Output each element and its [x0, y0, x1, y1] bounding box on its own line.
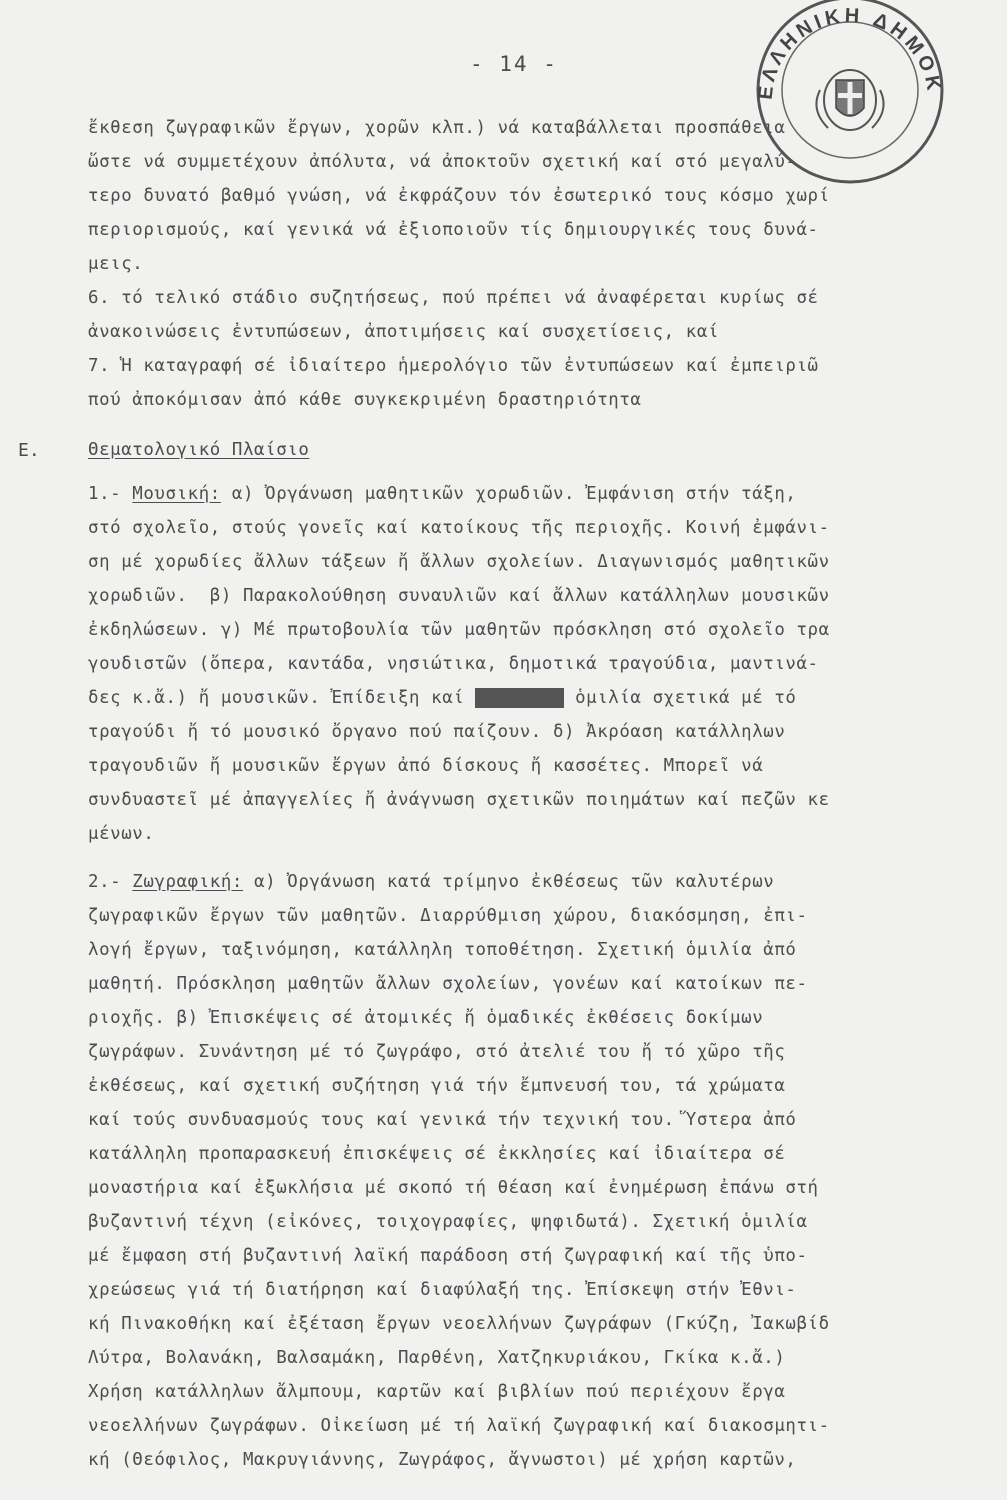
text-line: 6. τό τελικό στάδιο συζητήσεως, πού πρέπει νά ἀναφέρεται κυρίως σέ: [88, 288, 819, 308]
page-number: - 14 -: [470, 52, 558, 76]
text-line: κή Πινακοθήκη καί ἐξέταση ἔργων νεοελλήνων ζωγράφων (Γκύζη, Ἰακωβίδ: [88, 1314, 830, 1334]
text-line: συνδυαστεῖ μέ ἀπαγγελίες ἤ ἀνάγνωση σχετικῶν ποιημάτων καί πεζῶν κε: [88, 790, 830, 810]
text-line: χρεώσεως γιά τή διατήρηση καί διαφύλαξή της. Ἐπίσκεψη στήν Ἐθνι-: [88, 1280, 797, 1300]
item-number: 2.-: [88, 872, 122, 892]
text-line: ὥστε νά συμμετέχουν ἀπόλυτα, νά ἀποκτοῦν σχετική καί στό μεγαλύ-: [88, 152, 797, 172]
text-line: γουδιστῶν (ὄπερα, καντάδα, νησιώτικα, δημοτικά τραγούδια, μαντινά-: [88, 654, 819, 674]
text-segment: δες κ.ἄ.) ἤ μουσικῶν. Ἐπίδειξη καί: [88, 688, 476, 708]
text-line: ση μέ χορωδίες ἄλλων τάξεων ἤ ἄλλων σχολείων. Διαγωνισμός μαθητικῶν: [88, 552, 830, 572]
music-label: Μουσική:: [132, 484, 221, 504]
text-line: α) Ὀργάνωση μαθητικῶν χορωδιῶν. Ἐμφάνιση στήν τάξη,: [220, 484, 797, 504]
section-title: Θεματολογικό Πλαίσιο: [88, 440, 310, 460]
text-line: νεοελλήνων ζωγράφων. Οἰκείωση μέ τή λαϊκή ζωγραφική καί διακοσμητι-: [88, 1416, 830, 1436]
text-line: μέ ἔμφαση στή βυζαντινή λαϊκή παράδοση στή ζωγραφική καί τῆς ὑπο-: [88, 1246, 808, 1266]
text-segment: ὁμιλία σχετικά μέ τό: [564, 688, 797, 708]
text-line: λογή ἔργων, ταξινόμηση, κατάλληλη τοποθέτηση. Σχετική ὁμιλία ἀπό: [88, 940, 797, 960]
text-line: μεις.: [88, 254, 144, 274]
text-line: μοναστήρια καί ἐξωκλήσια μέ σκοπό τή θέαση καί ἐνημέρωση ἐπάνω στή: [88, 1178, 819, 1198]
text-line: κή (Θεόφιλος, Μακρυγιάννης, Ζωγράφος, ἄγνωστοι) μέ χρήση καρτῶν,: [88, 1450, 797, 1470]
text-line: περιορισμούς, καί γενικά νά ἐξιοποιοῦν τίς δημιουργικές τους δυνά-: [88, 220, 819, 240]
text-line: στό σχολεῖο, στούς γονεῖς καί κατοίκους τῆς περιοχῆς. Κοινή ἐμφάνι-: [88, 518, 830, 538]
text-line: α) Ὀργάνωση κατά τρίμηνο ἐκθέσεως τῶν καλυτέρων: [243, 872, 775, 892]
text-line: ἐκδηλώσεων. γ) Μέ πρωτοβουλία τῶν μαθητῶν πρόσκληση στό σχολεῖο τρα: [88, 620, 830, 640]
text-line: μαθητή. Πρόσκληση μαθητῶν ἄλλων σχολείων, γονέων καί κατοίκων πε-: [88, 974, 808, 994]
painting-first-line: [88, 872, 774, 892]
text-line: βυζαντινή τέχνη (εἰκόνες, τοιχογραφίες, ψηφιδωτά). Σχετική ὁμιλία: [88, 1212, 808, 1232]
section-letter: Ε.: [18, 440, 40, 461]
struck-word: συζήτηση: [475, 688, 565, 708]
text-line: καί τούς συνδυασμούς τους καί γενικά τήν τεχνική του. Ὕστερα ἀπό: [88, 1110, 797, 1130]
text-line: πού ἀποκόμισαν ἀπό κάθε συγκεκριμένη δραστηριότητα: [88, 390, 642, 410]
svg-text:ΕΛΛΗΝΙΚΗ ΔΗΜΟΚΡΑΤΙΑ: ΕΛΛΗΝΙΚΗ ΔΗΜΟΚ: [754, 4, 946, 101]
painting-label: Ζωγραφική:: [132, 872, 243, 892]
text-line: ριοχῆς. β) Ἐπισκέψεις σέ ἀτομικές ἤ ὁμαδικές ἐκθέσεις δοκίμων: [88, 1008, 764, 1028]
text-line: μένων.: [88, 824, 155, 844]
text-line: ζωγράφων. Συνάντηση μέ τό ζωγράφο, στό ἀτελιέ του ἤ τό χῶρο τῆς: [88, 1042, 786, 1062]
text-line: κατάλληλη προπαρασκευή ἐπισκέψεις σέ ἐκκλησίες καί ἰδιαίτερα σέ: [88, 1144, 786, 1164]
music-first-line: [88, 484, 797, 504]
text-line: ζωγραφικῶν ἔργων τῶν μαθητῶν. Διαρρύθμιση χώρου, διακόσμηση, ἐπι-: [88, 906, 808, 926]
text-line: χορωδιῶν. β) Παρακολούθηση συναυλιῶν καί ἄλλων κατάλληλων μουσικῶν: [88, 586, 830, 606]
text-line: ἐκθέσεως, καί σχετική συζήτηση γιά τήν ἔμπνευσή του, τά χρώματα: [88, 1076, 786, 1096]
item-number: 1.-: [88, 484, 122, 504]
text-line: τερο δυνατό βαθμό γνώση, νά ἐκφράζουν τόν ἐσωτερικό τους κόσμο χωρί: [88, 186, 830, 206]
text-line-with-strike: [88, 688, 797, 708]
text-line: τραγούδι ἤ τό μουσικό ὄργανο πού παίζουν. δ) Ἀκρόαση κατάλληλων: [88, 722, 786, 742]
text-line: ἔκθεση ζωγραφικῶν ἔργων, χορῶν κλπ.) νά καταβάλλεται προσπάθεια: [88, 118, 786, 138]
text-line: ἀνακοινώσεις ἐντυπώσεων, ἀποτιμήσεις καί συσχετίσεις, καί: [88, 322, 719, 342]
text-line: Λύτρα, Βολανάκη, Βαλσαμάκη, Παρθένη, Χατζηκυριάκου, Γκίκα κ.ἄ.): [88, 1348, 786, 1368]
text-line: Χρήση κατάλληλων ἄλμπουμ, καρτῶν καί βιβλίων πού περιέχουν ἔργα: [88, 1382, 786, 1402]
text-line: 7. Ἡ καταγραφή σέ ἰδιαίτερο ἡμερολόγιο τῶν ἐντυπώσεων καί ἐμπειριῶ: [88, 356, 819, 376]
text-line: τραγουδιῶν ἤ μουσικῶν ἔργων ἀπό δίσκους ἤ κασσέτες. Μπορεῖ νά: [88, 756, 764, 776]
